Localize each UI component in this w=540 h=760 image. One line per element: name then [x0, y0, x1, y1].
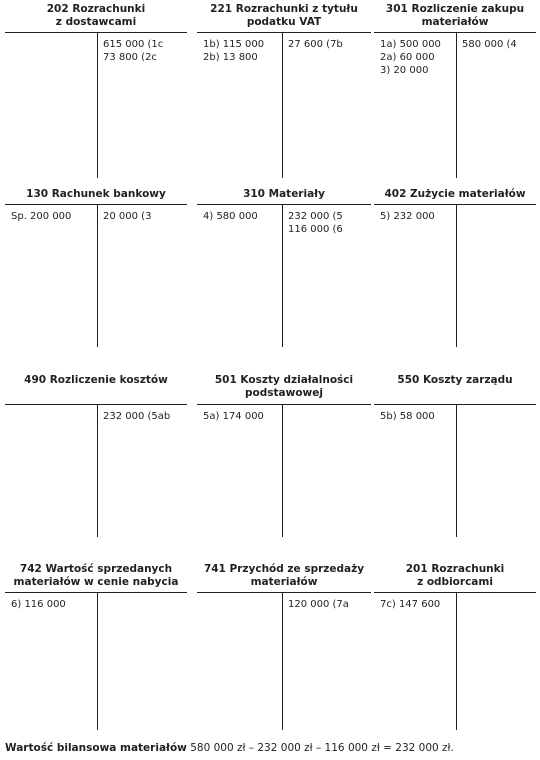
account-center-rule — [97, 592, 98, 730]
account-title — [197, 374, 371, 400]
account-title-line: 301 Rozliczenie zakupu — [385, 3, 525, 15]
credit-entry: 120 000 (7a — [288, 599, 349, 610]
account-title — [197, 188, 371, 201]
debit-entry: Sp. 200 000 — [11, 211, 72, 222]
credit-entries — [288, 598, 367, 611]
credit-entries — [288, 210, 367, 236]
debit-entry: 3) 20 000 — [380, 65, 429, 76]
account-title-line: z dostawcami — [55, 16, 137, 28]
account-title — [197, 3, 371, 29]
credit-entries — [288, 38, 367, 51]
account-title-line: materiałów w cenie nabycia — [13, 576, 179, 588]
account-center-rule — [456, 32, 457, 178]
credit-entries — [103, 210, 183, 223]
debit-entry: 5a) 174 000 — [203, 411, 264, 422]
account-top-rule — [374, 592, 536, 593]
account-title-line: 130 Rachunek bankowy — [26, 188, 166, 200]
debit-entries — [203, 38, 280, 64]
account-title-line: z odbiorcami — [417, 576, 493, 588]
credit-entry: 27 600 (7b — [288, 39, 343, 50]
account-top-rule — [374, 204, 536, 205]
debit-entries — [380, 38, 454, 77]
credit-entry: 73 800 (2c — [103, 52, 157, 63]
account-top-rule — [197, 32, 371, 33]
debit-entry: 1b) 115 000 — [203, 39, 265, 50]
account-title — [5, 3, 187, 29]
account-title-line: materiałów — [250, 576, 318, 588]
debit-entries — [380, 410, 454, 423]
account-title — [5, 188, 187, 201]
account-title — [5, 374, 187, 387]
account-top-rule — [374, 404, 536, 405]
account-title-line: 490 Rozliczenie kosztów — [24, 374, 168, 386]
account-title-line: podatku VAT — [246, 16, 322, 28]
debit-entries — [11, 210, 95, 223]
account-title — [374, 188, 536, 201]
account-title-line: materiałów — [421, 16, 489, 28]
credit-entries — [462, 38, 532, 51]
account-title — [197, 563, 371, 589]
debit-entry: 7c) 147 600 — [380, 599, 441, 610]
debit-entry: 2b) 13 800 — [203, 52, 258, 63]
debit-entries — [203, 210, 280, 223]
account-center-rule — [97, 32, 98, 178]
debit-entry: 2a) 60 000 — [380, 52, 435, 63]
credit-entries — [103, 410, 183, 423]
debit-entry: 5b) 58 000 — [380, 411, 435, 422]
account-center-rule — [282, 404, 283, 537]
credit-entries — [103, 38, 183, 64]
account-top-rule — [374, 32, 536, 33]
account-top-rule — [197, 404, 371, 405]
account-center-rule — [97, 204, 98, 347]
credit-entry: 580 000 (4 — [462, 39, 517, 50]
debit-entries — [203, 410, 280, 423]
account-title — [374, 563, 536, 589]
account-title-line: 310 Materiały — [243, 188, 325, 200]
account-top-rule — [5, 204, 187, 205]
debit-entry: 6) 116 000 — [11, 599, 66, 610]
account-title — [374, 374, 536, 387]
account-top-rule — [197, 204, 371, 205]
summary-formula: 580 000 zł – 232 000 zł – 116 000 zł = 232 000 zł. — [190, 742, 454, 754]
credit-entry: 232 000 (5 — [288, 211, 343, 222]
credit-entry: 20 000 (3 — [103, 211, 152, 222]
account-title-line: 741 Przychód ze sprzedaży — [203, 563, 365, 575]
account-center-rule — [282, 204, 283, 347]
account-center-rule — [97, 404, 98, 537]
account-title-line: podstawowej — [245, 387, 323, 399]
account-center-rule — [456, 204, 457, 347]
credit-entry: 116 000 (6 — [288, 224, 343, 235]
account-center-rule — [456, 404, 457, 537]
account-title-line: 402 Zużycie materiałów — [384, 188, 526, 200]
account-center-rule — [456, 592, 457, 730]
account-title-line: 202 Rozrachunki — [46, 3, 146, 15]
account-top-rule — [197, 592, 371, 593]
account-center-rule — [282, 592, 283, 730]
account-top-rule — [5, 32, 187, 33]
summary-label: Wartość bilansowa materiałów — [5, 742, 187, 754]
debit-entry: 1a) 500 000 — [380, 39, 441, 50]
debit-entries — [11, 598, 95, 611]
debit-entry: 4) 580 000 — [203, 211, 258, 222]
account-title — [374, 3, 536, 29]
credit-entry: 232 000 (5ab — [103, 411, 171, 422]
account-title-line: 550 Koszty zarządu — [397, 374, 513, 386]
account-title-line: 742 Wartość sprzedanych — [19, 563, 173, 575]
debit-entries — [380, 598, 454, 611]
account-top-rule — [5, 404, 187, 405]
account-center-rule — [282, 32, 283, 178]
account-title-line: 201 Rozrachunki — [405, 563, 505, 575]
account-title — [5, 563, 187, 589]
balance-value-summary — [5, 742, 454, 754]
account-title-line: 221 Rozrachunki z tytułu — [210, 3, 358, 15]
debit-entries — [380, 210, 454, 223]
account-title-line: 501 Koszty działalności — [214, 374, 354, 386]
debit-entry: 5) 232 000 — [380, 211, 435, 222]
account-top-rule — [5, 592, 187, 593]
credit-entry: 615 000 (1c — [103, 39, 164, 50]
